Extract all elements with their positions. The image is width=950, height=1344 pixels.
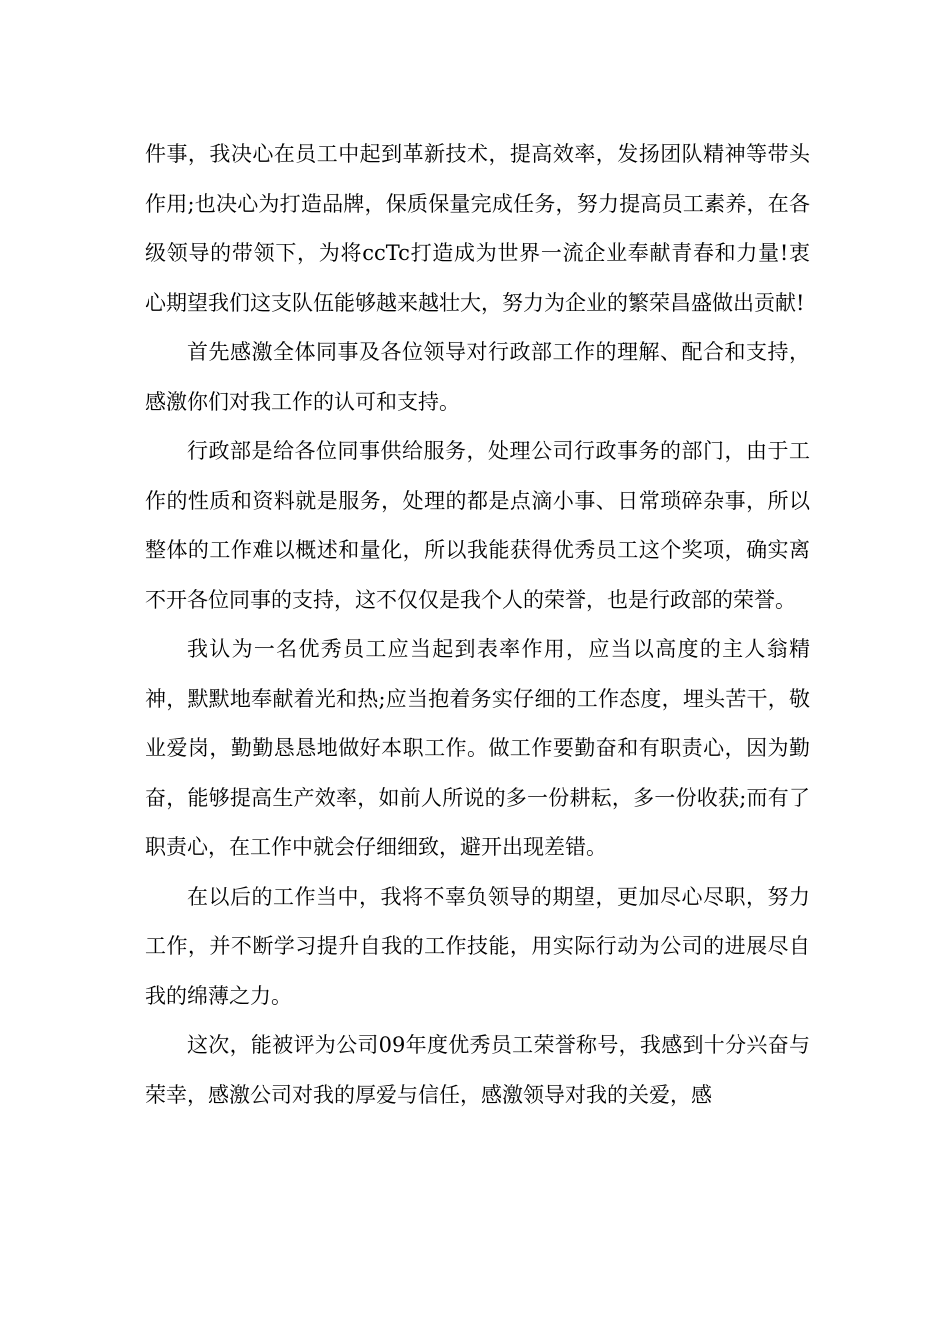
document-body (145, 130, 810, 1120)
paragraph-continuation: 件事，我决心在员工中起到革新技术，提高效率，发扬团队精神等带头作用;也决心为打造品牌，保质保量完成任务，努力提高员工素养，在各级领导的带领下，为将ccTc打造成为世界一流企业奉献青春和力量!衷心期望我们这支队伍能够越来越壮大，努力为企业的繁荣昌盛做出贡献! (145, 142, 810, 315)
paragraph-future-work: 在以后的工作当中，我将不辜负领导的期望，更加尽心尽职，努力工作，并不断学习提升自我的工作技能，用实际行动为公司的进展尽自我的绵薄之力。 (145, 884, 810, 1008)
paragraph-excellent-employee: 我认为一名优秀员工应当起到表率作用，应当以高度的主人翁精神，默默地奉献着光和热;应当抱着务实仔细的工作态度，埋头苦干，敬业爱岗，勤勤恳恳地做好本职工作。做工作要勤奋和有职责心，因为勤奋，能够提高生产效率，如前人所说的多一份耕耘，多一份收获;而有了职责心，在工作中就会仔细细致，避开出现差错。 (145, 637, 810, 859)
paragraph-admin-department: 行政部是给各位同事供给服务，处理公司行政事务的部门，由于工作的性质和资料就是服务，处理的都是点滴小事、日常琐碎杂事，所以整体的工作难以概述和量化，所以我能获得优秀员工这个奖项，确实离不开各位同事的支持，这不仅仅是我个人的荣誉，也是行政部的荣誉。 (145, 439, 810, 612)
paragraph-award: 这次，能被评为公司09年度优秀员工荣誉称号，我感到十分兴奋与荣幸，感激公司对我的厚爱与信任，感激领导对我的关爱，感 (145, 1033, 810, 1107)
paragraph-thanks: 首先感激全体同事及各位领导对行政部工作的理解、配合和支持，感激你们对我工作的认可和支持。 (145, 340, 810, 414)
